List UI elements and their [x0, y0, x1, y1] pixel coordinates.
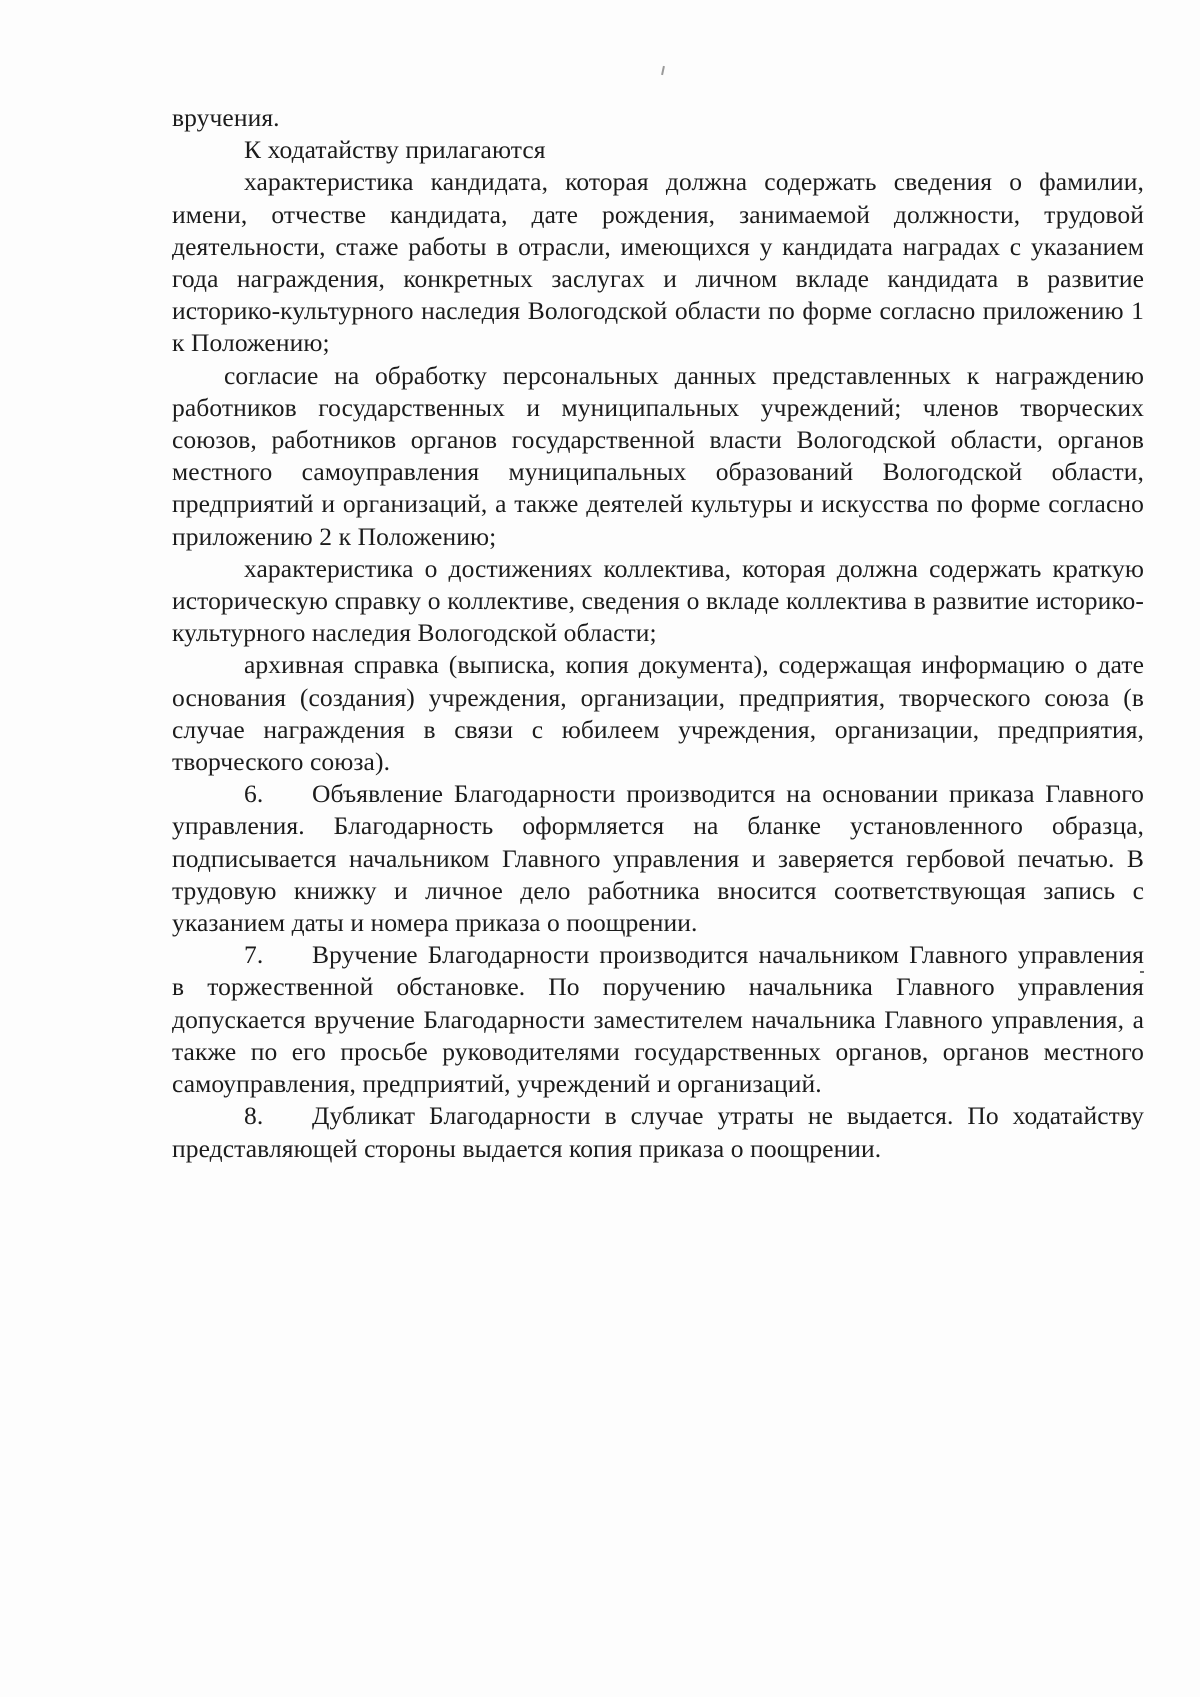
document-body	[172, 102, 1144, 1165]
continuation-line: вручения.	[172, 103, 280, 132]
item-text: Вручение Благодарности производится начальником Главного управления в торжественной обстановке. По поручению начальника Главного управления допускается вручение Благодарности заместителем начальника Главного управления, а также по его просьбе руководителями государственных органов, органов местного самоуправления, предприятий, учреждений и организаций.	[172, 940, 1144, 1099]
attachment-paragraph: характеристика кандидата, которая должна содержать сведения о фамилии, имени, отчестве кандидата, дате рождения, занимаемой должности, трудовой деятельности, стаже работы в отрасли, имеющихся у кандидата наградах с указанием года награждения, конкретных заслугах и личном вкладе кандидата в развитие историко-культурного наследия Вологодской области по форме согласно приложению 1 к Положению;	[172, 167, 1144, 358]
numbered-item	[172, 939, 1144, 1100]
attachment-paragraph: характеристика о достижениях коллектива, которая должна содержать краткую историческую справку о коллективе, сведения о вкладе коллектива в развитие историко-культурного наследия Вологодской области;	[172, 553, 1144, 648]
numbered-item	[172, 778, 1144, 939]
item-number: 6.	[244, 779, 264, 809]
scan-artifact	[661, 66, 665, 75]
item-text: Дубликат Благодарности в случае утраты не выдается. По ходатайству представляющей стороны выдается копия приказа о поощрении.	[172, 1101, 1144, 1163]
item-text: Объявление Благодарности производится на основании приказа Главного управления. Благодарность оформляется на бланке установленного образца, подписывается начальником Главного управления и заверяется гербовой печатью. В трудовую книжку и личное дело работника вносится соответствующая запись с указанием даты и номера приказа о поощрении.	[172, 779, 1144, 938]
numbered-item	[172, 1100, 1144, 1164]
attachment-paragraph: архивная справка (выписка, копия документа), содержащая информацию о дате основания (создания) учреждения, организации, предприятия, творческого союза (в случае награждения в связи с юбилеем учреждения, организации, предприятия, творческого союза).	[172, 650, 1144, 777]
attachment-paragraph: согласие на обработку персональных данных представленных к награждению работников государственных и муниципальных учреждений; членов творческих союзов, работников органов государственной власти Вологодской области, органов местного самоуправления муниципальных образований Вологодской области, предприятий и организаций, а также деятелей культуры и искусства по форме согласно приложению 2 к Положению;	[172, 360, 1144, 551]
attachments-intro: К ходатайству прилагаются	[244, 135, 546, 165]
item-number: 8.	[244, 1101, 264, 1131]
item-number: 7.	[244, 940, 264, 970]
